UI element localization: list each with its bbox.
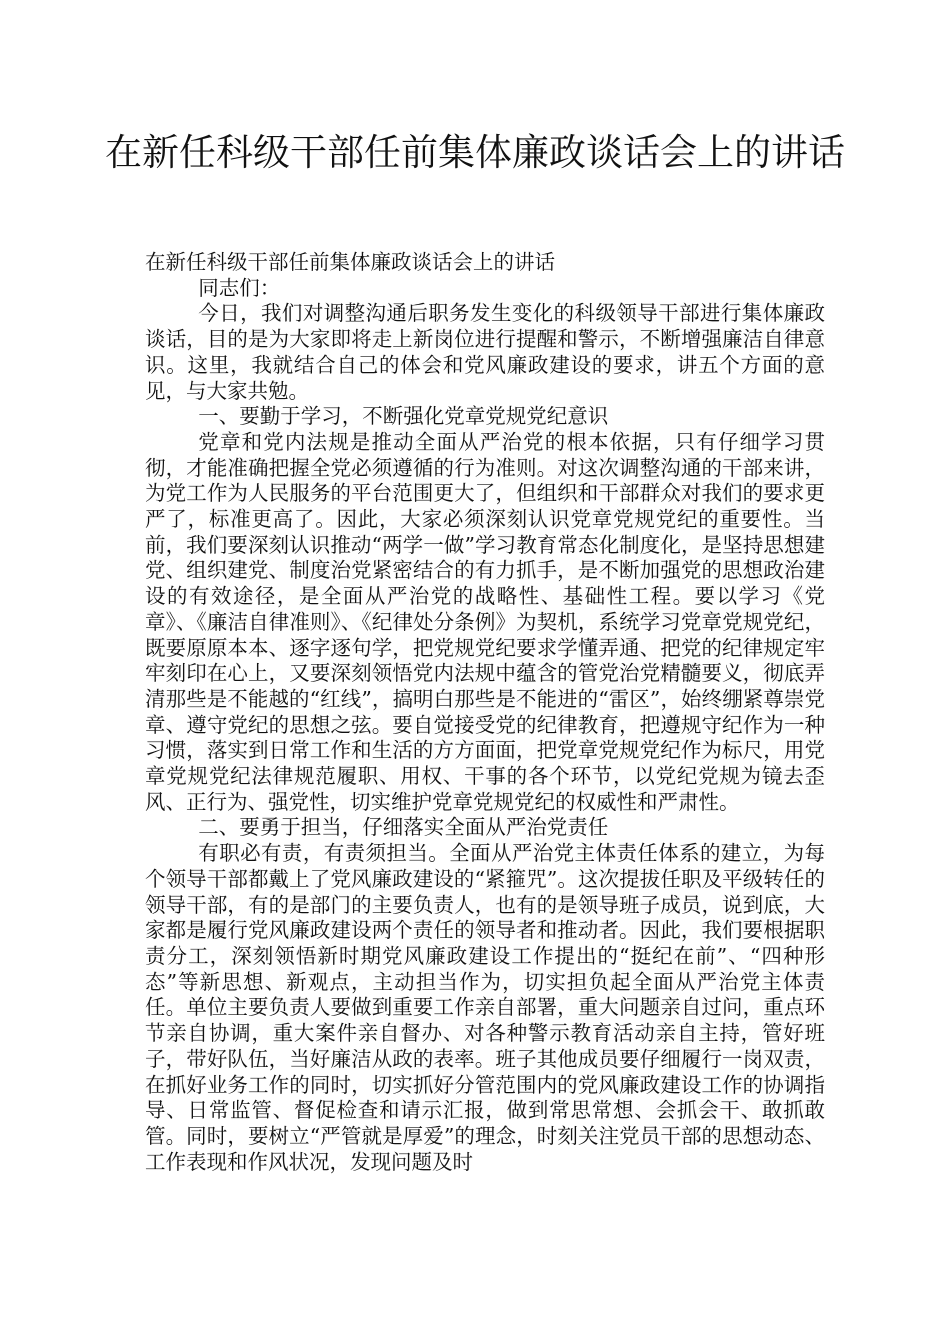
paragraph-intro: 今日，我们对调整沟通后职务发生变化的科级领导干部进行集体廉政谈话，目的是为大家即将走上新岗位进行提醒和警示，不断增强廉洁自律意识。这里，我就结合自己的体会和党风廉政建设的要求，讲五个方面的意见，与大家共勉。 (145, 301, 825, 403)
paragraph-section-2: 有职必有责，有责须担当。全面从严治党主体责任体系的建立，为每个领导干部都戴上了党风廉政建设的“紧箍咒”。这次提拔任职及平级转任的领导干部，有的是部门的主要负责人，也有的是领导班子成员，说到底，大家都是履行党风廉政建设两个责任的领导者和推动者。因此，我们要根据职责分工，深刻领悟新时期党风廉政建设工作提出的“挺纪在前”、“四种形态”等新思想、新观点，主动担当作为，切实担负起全面从严治党主体责任。单位主要负责人要做到重要工作亲自部署，重大问题亲自过问，重点环节亲自协调，重大案件亲自督办、对各种警示教育活动亲自主持，管好班子，带好队伍，当好廉洁从政的表率。班子其他成员要仔细履行一岗双责，在抓好业务工作的同时，切实抓好分管范围内的党风廉政建设工作的协调指导、日常监管、督促检查和请示汇报，做到常思常想、会抓会干、敢抓敢管。同时，要树立“严管就是厚爱”的理念，时刻关注党员干部的思想动态、工作表现和作风状况，发现问题及时 (145, 841, 825, 1174)
document-subtitle: 在新任科级干部任前集体廉政谈话会上的讲话 (145, 250, 555, 274)
salutation: 同志们： (198, 275, 281, 300)
document-body (145, 250, 825, 1175)
document-title: 在新任科级干部任前集体廉政谈话会上的讲话 (105, 131, 845, 174)
section-heading-2: 二、要勇于担当，仔细落实全面从严治党责任 (198, 815, 609, 840)
paragraph-section-1: 党章和党内法规是推动全面从严治党的根本依据，只有仔细学习贯彻，才能准确把握全党必须遵循的行为准则。对这次调整沟通的干部来讲，为党工作为人民服务的平台范围更大了，但组织和干部群众对我们的要求更严了，标准更高了。因此，大家必须深刻认识党章党规党纪的重要性。当前，我们要深刻认识推动“两学一做”学习教育常态化制度化，是坚持思想建党、组织建党、制度治党紧密结合的有力抓手，是不断加强党的思想政治建设的有效途径，是全面从严治党的战略性、基础性工程。要以学习《党章》、《廉洁自律准则》、《纪律处分条例》为契机，系统学习党章党规党纪，既要原原本本、逐字逐句学，把党规党纪要求学懂弄通、把党的纪律规定牢牢刻印在心上，又要深刻领悟党内法规中蕴含的管党治党精髓要义，彻底弄清那些是不能越的“红线”，搞明白那些是不能进的“雷区”，始终绷紧尊崇党章、遵守党纪的思想之弦。要自觉接受党的纪律教育，把遵规守纪作为一种习惯，落实到日常工作和生活的方方面面，把党章党规党纪作为标尺，用党章党规党纪法律规范履职、用权、干事的各个环节，以党纪党规为镜去歪风、正行为、强党性，切实维护党章党规党纪的权威性和严肃性。 (145, 429, 825, 814)
section-heading-1: 一、要勤于学习，不断强化党章党规党纪意识 (198, 404, 609, 429)
